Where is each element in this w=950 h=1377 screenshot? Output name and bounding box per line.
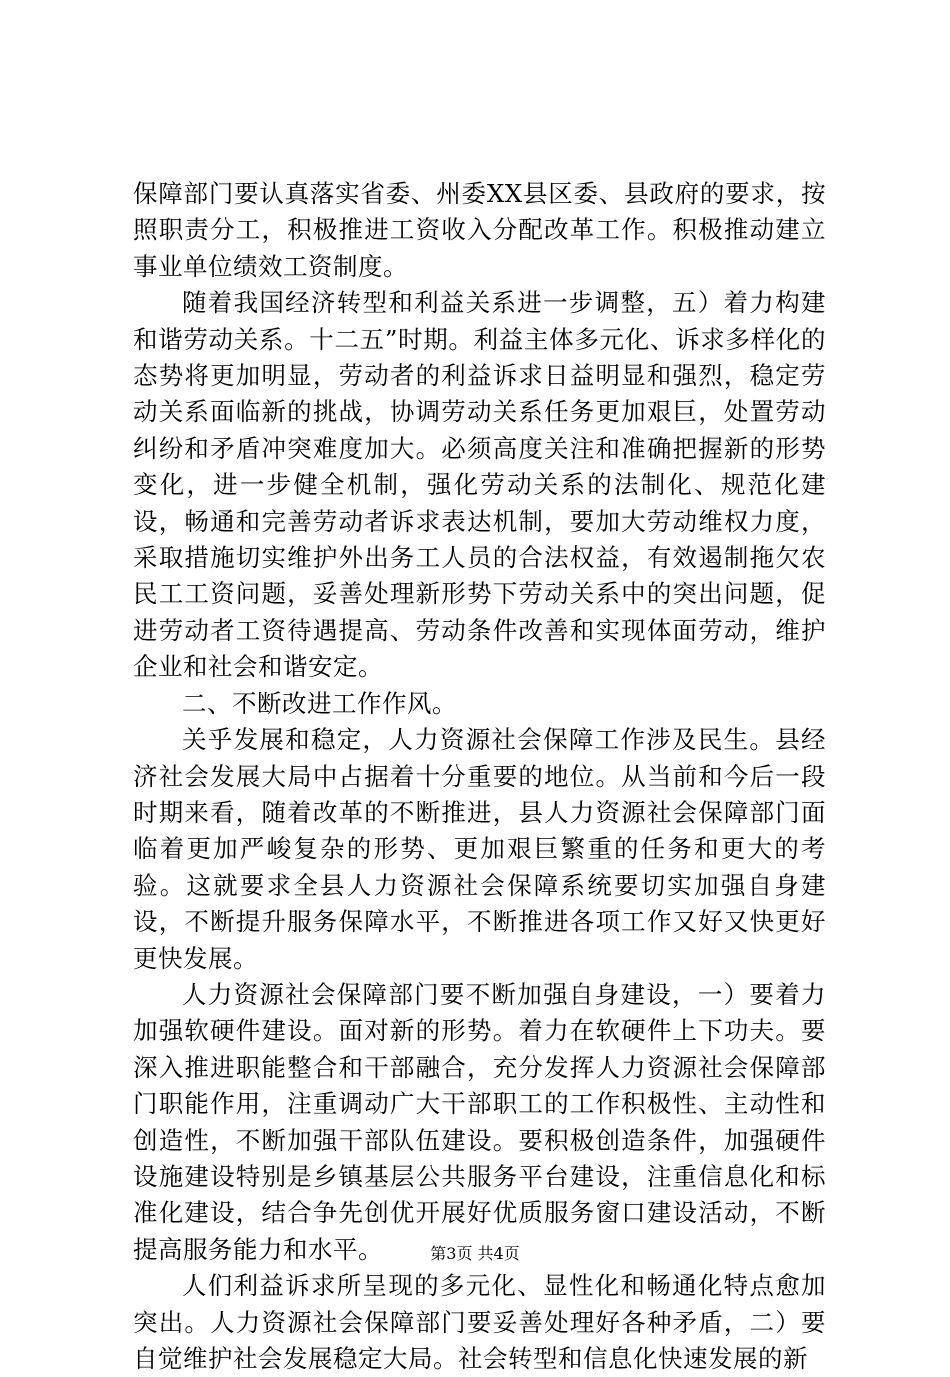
paragraph-3: 关乎发展和稳定，人力资源社会保障工作涉及民生。县经济社会发展大局中占据着十分重要的地位。从当前和今后一段时期来看，随着改革的不断推进，县人力资源社会保障部门面临着更加严峻复杂的形势、更加艰巨繁重的任务和更大的考验。这就要求全县人力资源社会保障系统要切实加强自身建设，不断提升服务保障水平，不断推进各项工作又好又快更好更快发展。 (133, 725, 826, 973)
document-body (133, 176, 826, 1377)
section-heading: 二、不断改进工作作风。 (182, 688, 457, 718)
paragraph-2: 随着我国经济转型和利益关系进一步调整，五）着力构建和谐劳动关系。十二五”时期。利益主体多元化、诉求多样化的态势将更加明显，劳动者的利益诉求日益明显和强烈，稳定劳动关系面临新的挑战，协调劳动关系任务更加艰巨，处置劳动纠纷和矛盾冲突难度加大。必须高度关注和准确把握新的形势变化，进一步健全机制，强化劳动关系的法制化、规范化建设，畅通和完善劳动者诉求表达机制，要加大劳动维权力度，采取措施切实维护外出务工人员的合法权益，有效遏制拖欠农民工工资问题，妥善处理新形势下劳动关系中的突出问题，促进劳动者工资待遇提高、劳动条件改善和实现体面劳动，维护企业和社会和谐安定。 (133, 288, 826, 682)
page-number-footer: 第3页 共4页 (430, 1244, 520, 1263)
paragraph-1: 保障部门要认真落实省委、州委XX县区委、县政府的要求，按照职责分工，积极推进工资收入分配改革工作。积极推动建立事业单位绩效工资制度。 (133, 179, 826, 281)
paragraph-4: 人力资源社会保障部门要不断加强自身建设，一）要着力加强软硬件建设。面对新的形势。着力在软硬件上下功夫。要深入推进职能整合和干部融合，充分发挥人力资源社会保障部门职能作用，注重调动广大干部职工的工作积极性、主动性和创造性，不断加强干部队伍建设。要积极创造条件，加强硬件设施建设特别是乡镇基层公共服务平台建设，注重信息化和标准化建设，结合争先创优开展好优质服务窗口建设活动，不断提高服务能力和水平。 (133, 979, 826, 1264)
paragraph-5: 人们利益诉求所呈现的多元化、显性化和畅通化特点愈加突出。人力资源社会保障部门要妥善处理好各种矛盾，二）要自觉维护社会发展稳定大局。社会转型和信息化快速发展的新 (133, 1271, 826, 1373)
